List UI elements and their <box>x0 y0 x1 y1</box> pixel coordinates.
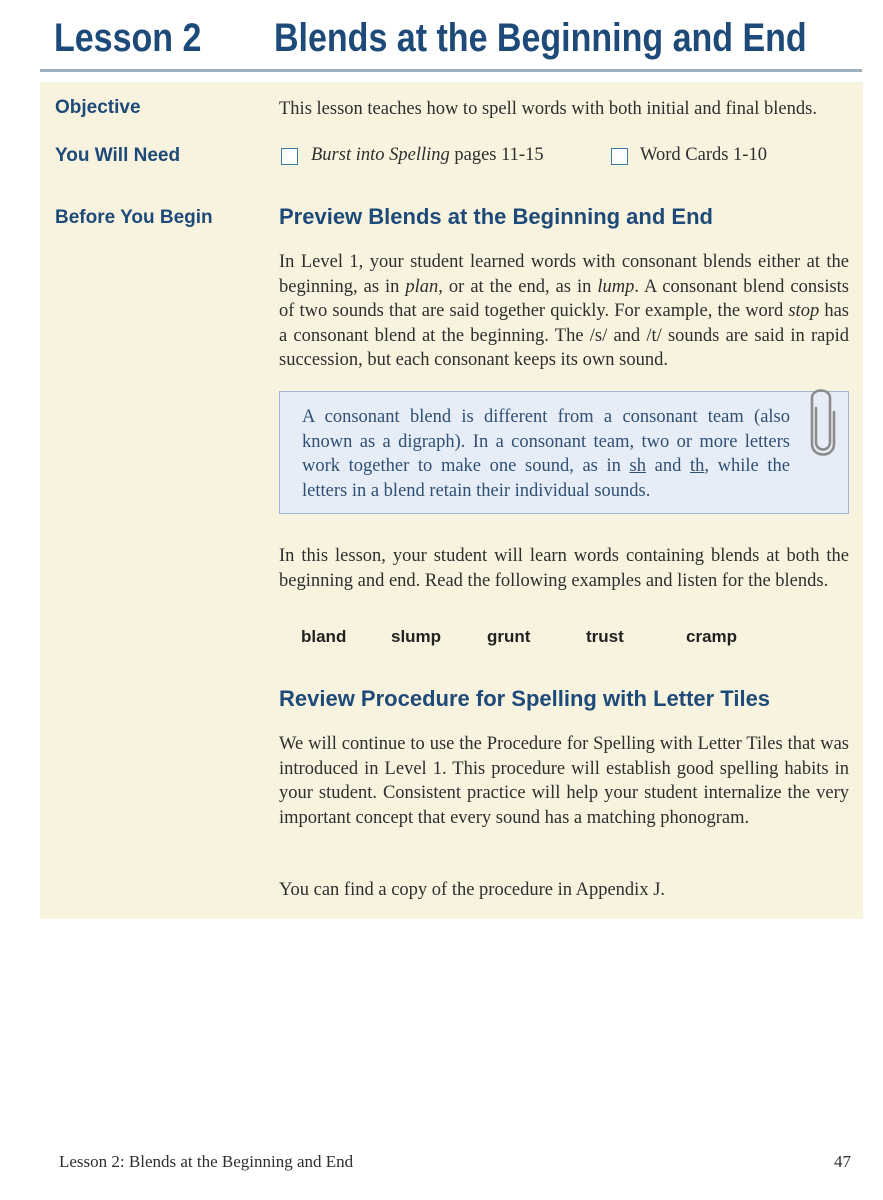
paperclip-icon <box>804 386 838 460</box>
material-item-2: Word Cards 1-10 <box>640 145 767 165</box>
preview-paragraph-1: In Level 1, your student learned words with consonant blends either at the beginning, as in plan, or at the end, as in lump. A consonant blend consists of two sounds that are said together quickly. For example, the word stop has a consonant blend at the beginning. The /s/ and /t/ sounds are said in rapid succession, but each consonant keeps its own sound. <box>279 252 849 370</box>
example-word: trust <box>586 627 624 646</box>
material-checkbox-2[interactable] <box>611 148 628 165</box>
example-word: slump <box>391 627 442 646</box>
preview-paragraph-2: In this lesson, your student will learn words containing blends at both the beginning and end. Read the following examples and listen for the blends. <box>279 546 849 591</box>
material-rest-1: pages 11-15 <box>449 145 544 165</box>
section-heading-preview: Preview Blends at the Beginning and End <box>279 204 713 229</box>
material-checkbox-1[interactable] <box>281 148 298 165</box>
objective-label: Objective <box>55 97 141 118</box>
lesson-title: Blends at the Beginning and End <box>274 16 807 60</box>
note-callout <box>279 391 849 514</box>
footer-lesson-title: Lesson 2: Blends at the Beginning and End <box>59 1152 354 1171</box>
callout-text: A consonant blend is different from a consonant team (also known as a digraph). In a consonant team, two or more letters work together to make one sound, as in sh and th, while the letters in a blend retain their individual sounds. <box>302 407 790 501</box>
review-paragraph-1: We will continue to use the Procedure for Spelling with Letter Tiles that was introduced in Level 1. This procedure will establish good spelling habits in your student. Consistent practice will help your student internalize the very important concept that every sound has a matching phonogram. <box>279 734 849 828</box>
example-word: cramp <box>686 627 738 646</box>
review-paragraph-2: You can find a copy of the procedure in Appendix J. <box>279 880 666 900</box>
page-number: 47 <box>834 1152 851 1171</box>
example-word: bland <box>301 627 347 646</box>
example-word: grunt <box>487 627 531 646</box>
you-will-need-label: You Will Need <box>55 145 181 166</box>
section-heading-review: Review Procedure for Spelling with Letter Tiles <box>279 686 771 711</box>
material-item-1 <box>311 145 544 166</box>
material-title-1: Burst into Spelling <box>311 145 450 165</box>
objective-text: This lesson teaches how to spell words with both initial and final blends. <box>279 99 817 119</box>
page-header <box>40 0 862 72</box>
lesson-number: Lesson 2 <box>54 16 202 60</box>
before-you-begin-label: Before You Begin <box>55 207 213 228</box>
